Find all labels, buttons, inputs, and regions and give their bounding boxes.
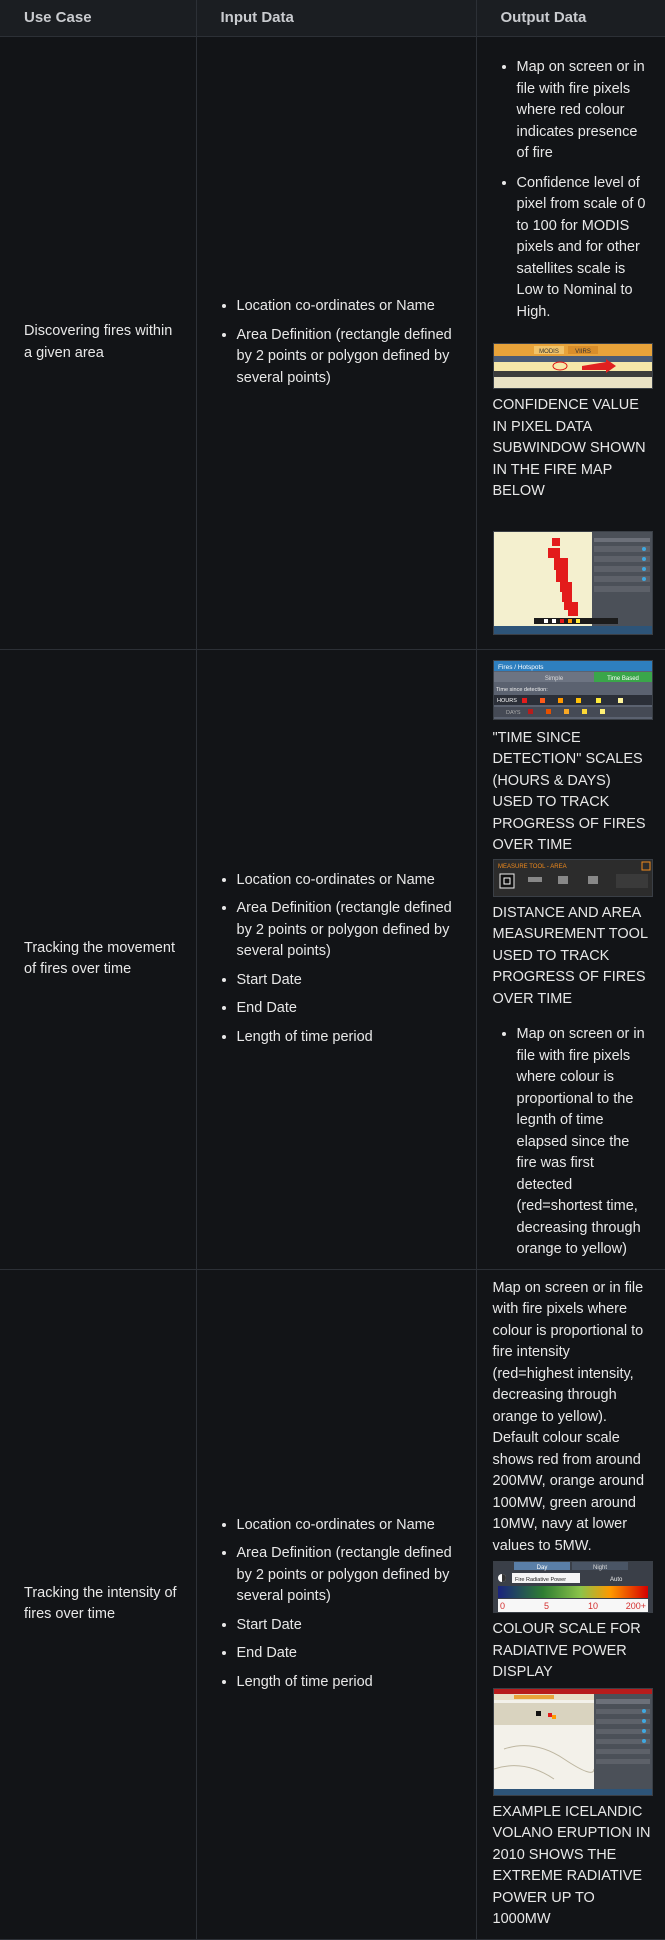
input-data-cell xyxy=(196,1269,476,1939)
list-item: • Location co-ordinates or Name xyxy=(237,296,466,318)
input-list xyxy=(213,1515,466,1694)
legend-days-label: DAYS xyxy=(505,709,521,716)
input-data-cell xyxy=(196,649,476,1269)
caption: COLOUR SCALE FOR RADIATIVE POWER DISPLAY xyxy=(492,1621,641,1680)
table-row xyxy=(0,37,665,650)
scale-auto: Auto xyxy=(609,1577,622,1583)
time-since-detection-screenshot xyxy=(493,660,653,720)
output-data-cell xyxy=(476,1269,665,1939)
caption: DISTANCE AND AREA MEASUREMENT TOOL USED TO TRACK PROGRESS OF FIRES OVER TIME xyxy=(492,904,648,1007)
fire-map-screenshot xyxy=(493,531,653,635)
scale-tick: 200+ xyxy=(625,1601,646,1611)
measure-tool-screenshot xyxy=(493,859,653,897)
tab-time-based: Time Based xyxy=(606,675,639,682)
list-item: • End Date xyxy=(237,998,466,1020)
list-item: • Map on screen or in file with fire pixels where red colour indicates presence of fire xyxy=(517,57,652,165)
list-item: • Start Date xyxy=(237,970,466,992)
output-list xyxy=(493,57,652,323)
output-data-cell xyxy=(476,649,665,1269)
panel-title: Fires / Hotspots xyxy=(497,663,544,671)
table-row xyxy=(0,649,665,1269)
output-list xyxy=(493,1024,652,1261)
header-input-data: Input Data xyxy=(196,0,476,37)
header-use-case: Use Case xyxy=(0,0,196,37)
list-item: • End Date xyxy=(237,1643,466,1665)
output-paragraph: Default colour scale shows red from around 200MW, orange around 100MW, green around 10MW, navy at lower values to 5MW. xyxy=(492,1430,645,1554)
output-data-cell xyxy=(476,37,665,650)
tab-day: Day xyxy=(536,1565,547,1571)
list-item: • Length of time period xyxy=(237,1672,466,1694)
list-item: • Map on screen or in file with fire pixels where colour is proportional to the legnth of time elapsed since the fire was first detected (red=shortest time, decreasing through orange to yellow) xyxy=(517,1024,652,1261)
tab-modis: MODIS xyxy=(538,349,559,355)
scale-tick: 0 xyxy=(499,1601,505,1611)
input-data-cell xyxy=(196,37,476,650)
list-item: • Area Definition (rectangle defined by 2 points or polygon defined by several points) xyxy=(237,325,466,390)
scale-tick: 5 xyxy=(543,1601,549,1611)
caption: "TIME SINCE DETECTION" SCALES (HOURS & DAYS) USED TO TRACK PROGRESS OF FIRES OVER TIME xyxy=(492,729,646,853)
colour-scale-screenshot xyxy=(493,1561,653,1613)
pixel-data-screenshot xyxy=(493,343,653,389)
list-item: • Start Date xyxy=(237,1615,466,1637)
legend-hours-label: HOURS xyxy=(496,697,517,704)
list-item: • Confidence level of pixel from scale of 0 to 100 for MODIS pixels and for other satellites scale is Low to Nominal to High. xyxy=(517,173,652,324)
output-paragraph: Map on screen or in file with fire pixels where colour is proportional to fire intensity (red=highest intensity, decreasing through orange to yellow). xyxy=(492,1279,644,1425)
header-row xyxy=(0,0,665,37)
table-row xyxy=(0,1269,665,1939)
tab-simple: Simple xyxy=(544,675,563,682)
list-item: • Location co-ordinates or Name xyxy=(237,870,466,892)
scale-tick: 10 xyxy=(587,1601,598,1611)
use-case-cell: Tracking the intensity of fires over time xyxy=(0,1269,196,1939)
header-output-data: Output Data xyxy=(476,0,665,37)
input-list xyxy=(213,870,466,1049)
list-item: • Location co-ordinates or Name xyxy=(237,1515,466,1537)
caption: EXAMPLE ICELANDIC VOLANO ERUPTION IN 2010 SHOWS THE EXTREME RADIATIVE POWER UP TO 1000MW xyxy=(492,1803,651,1927)
panel-label: Time since detection: xyxy=(495,686,548,693)
list-item: • Area Definition (rectangle defined by 2 points or polygon defined by several points) xyxy=(237,1543,466,1608)
iceland-eruption-screenshot xyxy=(493,1688,653,1796)
use-case-cell: Tracking the movement of fires over time xyxy=(0,649,196,1269)
use-case-cell: Discovering fires within a given area xyxy=(0,37,196,650)
measure-tool-title: MEASURE TOOL - AREA xyxy=(497,863,567,870)
tab-night: Night xyxy=(592,1565,607,1571)
list-item: • Area Definition (rectangle defined by 2 points or polygon defined by several points) xyxy=(237,898,466,963)
input-list xyxy=(213,296,466,389)
list-item: • Length of time period xyxy=(237,1027,466,1049)
tab-viirs: VIIRS xyxy=(574,349,591,355)
caption: CONFIDENCE VALUE IN PIXEL DATA SUBWINDOW SHOWN IN THE FIRE MAP BELOW xyxy=(492,397,646,499)
scale-select: Fire Radiative Power xyxy=(514,1577,566,1583)
